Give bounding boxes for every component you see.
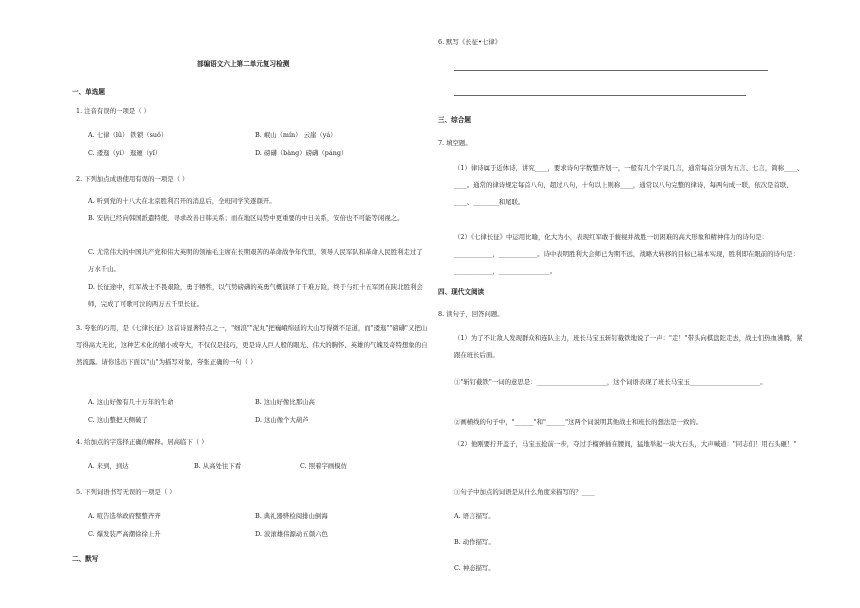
question-8-sub-2: ②画横线的句子中，"______"和"______"这两个词说明其他战士和班长的想法是一致的。: [454, 418, 703, 426]
question-8-sub-3: ①句子中加点的词语是从什么角度来描写的？____: [454, 488, 595, 496]
question-3-option-d: D. 这山像个大葫芦: [255, 416, 309, 424]
question-4-option-c: C. 照着字画模仿: [300, 462, 348, 470]
question-3-stem: 3. 夸张的巧用，是《七律长征》这首诗显著特点之一，"细浪""泥丸"把巍峨绵延的大山写得微不足道，而"逶迤""磅礴"又把山写得高大无比，这种艺术化的缩小或夸大，不仅仅是技巧，更是诗人巨人般的眼光、伟大的胸怀、英雄的气魄及奇特想象的自然流露。请你选出下面以"山"为描写对象，夸张正确的一句（ ）: [76, 324, 428, 366]
question-8-passage-1: （1）为了不让敌人发现群众和连队主力，班长马宝玉斩钉截铁地说了一声："走！"带头向棋盘陀走去，战士们热血沸腾，紧跟在班长后面。: [454, 334, 803, 359]
question-1-option-b: B. 岷山（mín） 云崖（yá）: [255, 131, 337, 139]
question-5-stem: 5. 下列词语书写无误的一项是（ ）: [76, 488, 176, 496]
question-8-stem: 8. 读句子，回答问题。: [438, 310, 504, 318]
question-2-option-d: D. 长征途中，红军战士不畏艰险，勇于牺牲，以气势磅礴的英勇气概演绎了千难万险，终于与红十五军团在陕北胜利会师，完成了可歌可泣的两万五千里长征。: [88, 283, 423, 308]
section-comprehensive: 三、综合题: [438, 116, 471, 124]
question-2-stem: 2. 下列加点成语使用有误的一项是（ ）: [76, 175, 189, 183]
question-1-option-c: C. 逶迤（yí） 迤逦（yǐ）: [88, 149, 162, 157]
document-title: 部编语文六上第二单元复习检测: [197, 60, 290, 68]
question-5-option-d: D. 波滚雄伟源动五颜六色: [255, 530, 328, 538]
answer-line-1[interactable]: [454, 70, 768, 71]
question-1-stem: 1. 注音有误的一项是（ ）: [76, 107, 151, 115]
question-4-option-b: B. 从高处往下看: [194, 462, 242, 470]
section-single-choice: 一、单选题: [72, 88, 105, 96]
question-1-option-a: A. 七律（lǜ） 铁锁（suǒ）: [88, 131, 168, 139]
section-reading: 四、现代文阅读: [438, 288, 485, 296]
question-8-option-b: B. 动作描写。: [454, 538, 495, 546]
question-8-option-c: C. 神态描写。: [454, 564, 495, 572]
question-2-option-a: A. 听到党的十八大在北京胜利召开的消息后，全班同学笑逐颜开。: [88, 197, 276, 205]
question-5-option-c: C. 爆发装严高潮徐徐上升: [88, 530, 161, 538]
question-2-option-b: B. 安倍已经向韩国派遣特使，寻求改善日韩关系；而在地区局势中更重要的中日关系，安倍也不可能等闲视之。: [88, 214, 404, 222]
question-7-part-1: （1）律诗属于近体诗，讲究____，要求诗句字数整齐划一，一般有几个字说几言，通常每首分别为五言、七言，简称____、____。通常的律诗规定每首八句，超过八句，十句以上则称____，通常以八句完整的律诗，每两句成一联，依次是首联、____、________和尾联。: [454, 164, 804, 206]
section-dictation: 二、默写: [72, 555, 99, 563]
question-2-option-c: C. 尤常伟大的中国共产党和伟大英明的领袖毛主席在长期艰苦的革命战争年代里，领导人民军队和革命人民胜利走过了万水千山。: [88, 248, 423, 273]
question-8-sub-1: ①"斩钉截铁"一词的意思是：______________________，这个词语表现了班长马宝玉______________________。: [454, 378, 767, 386]
question-8-passage-2: （2）他刚要拧开盖子，马宝玉抢前一步，夺过手榴弹插在腰间，猛地举起一块大石头，大声喊道："同志们！用石头砸！": [454, 440, 797, 448]
answer-line-2[interactable]: [454, 95, 746, 96]
question-5-option-b: B. 典礼器骅检阅排山倒海: [255, 512, 328, 520]
question-4-option-a: A. 来到，到达: [88, 462, 129, 470]
question-3-option-a: A. 这山好像有几十万年的生命: [88, 398, 174, 406]
question-7-stem: 7. 填空题。: [438, 139, 472, 147]
question-3-option-c: C. 这山整把天侧破了: [88, 416, 148, 424]
question-6-stem: 6. 默写《长征•七律》: [438, 38, 502, 46]
question-7-part-2: （2）《七律长征》中运用比喻，化大为小，表现红军敢于藐视并战胜一切困难的高大形象和精神伟力的诗句是：____________，____________。诗中表明胜利大会师已为期不远，战略大转移的目标已基本实现，胜利即在眼前的诗句是：____________，________________。: [454, 233, 800, 275]
question-5-option-a: A. 喧告选举政府整整齐齐: [88, 512, 161, 520]
question-1-option-d: D. 磅礴（bàng）磅礴（páng）: [255, 149, 348, 157]
question-3-option-b: B. 这山好像比那山高: [255, 398, 315, 406]
question-8-option-a: A. 语言描写。: [454, 512, 495, 520]
question-4-stem: 4. 给加点的字选择正确的解释。居高临下（ ）: [76, 438, 208, 446]
